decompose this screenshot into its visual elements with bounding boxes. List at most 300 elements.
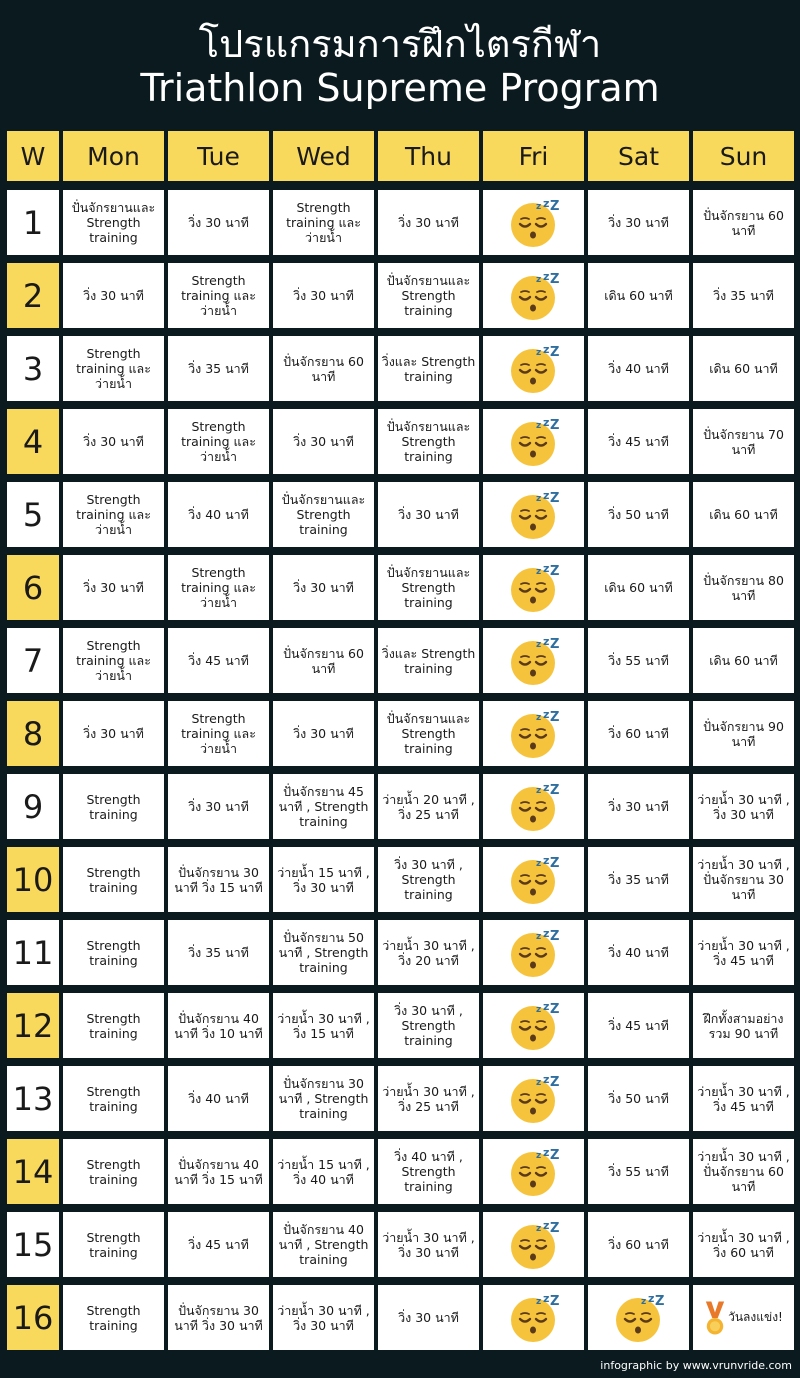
- activity-text: Strength training: [86, 937, 141, 968]
- svg-text:Z: Z: [549, 1147, 559, 1163]
- title-english: Triathlon Supreme Program: [140, 66, 660, 110]
- activity-text: วิ่ง 30 นาที: [608, 215, 669, 230]
- svg-text:z: z: [535, 201, 541, 212]
- week-number: 8: [7, 701, 59, 766]
- activity-text: วิ่ง 55 นาที: [608, 653, 669, 668]
- schedule-cell-sun: [693, 993, 794, 1058]
- activity-text: เดิน 60 นาที: [604, 580, 673, 595]
- svg-text:Z: Z: [549, 490, 559, 506]
- sleeping-face-icon: [509, 490, 559, 540]
- svg-text:z: z: [535, 931, 541, 942]
- schedule-cell-mon: [63, 263, 164, 328]
- svg-text:z: z: [535, 1150, 541, 1161]
- activity-text: วิ่ง 60 นาที: [608, 726, 669, 741]
- activity-text: วิ่ง 30 นาที: [293, 580, 354, 595]
- svg-text:z: z: [535, 1004, 541, 1015]
- schedule-cell-sat: [588, 1285, 689, 1350]
- sleeping-face-icon: [509, 1220, 559, 1270]
- sleeping-face-icon: [509, 1147, 559, 1197]
- schedule-cell-sat: [588, 701, 689, 766]
- activity-text: ปั่นจักรยาน 90 นาที: [703, 718, 784, 749]
- schedule-cell-thu: [378, 847, 479, 912]
- activity-text: วิ่ง 30 นาที: [83, 726, 144, 741]
- schedule-cell-mon: [63, 1066, 164, 1131]
- activity-text: วิ่ง 30 นาที: [293, 288, 354, 303]
- week-number: 13: [7, 1066, 59, 1131]
- schedule-cell-sun: [693, 409, 794, 474]
- activity-text: ปั่นจักรยานและ Strength training: [386, 419, 471, 464]
- schedule-cell-fri: [483, 263, 584, 328]
- svg-text:z: z: [535, 1077, 541, 1088]
- svg-text:Z: Z: [549, 271, 559, 287]
- activity-text: ว่ายน้ำ 20 นาที , วิ่ง 25 นาที: [382, 791, 475, 822]
- activity-text: วิ่ง 30 นาที: [293, 726, 354, 741]
- svg-text:z: z: [535, 347, 541, 358]
- activity-text: วิ่งและ Strength training: [381, 353, 476, 384]
- activity-text: วิ่ง 30 นาที: [188, 799, 249, 814]
- schedule-cell-fri: [483, 336, 584, 401]
- schedule-cell-tue: [168, 847, 269, 912]
- column-header-thu: Thu: [378, 131, 479, 181]
- svg-text:Z: Z: [549, 563, 559, 579]
- activity-text: Strength training: [86, 1010, 141, 1041]
- activity-text: ว่ายน้ำ 30 นาที , วิ่ง 45 นาที: [697, 937, 790, 968]
- week-number: 2: [7, 263, 59, 328]
- schedule-cell-mon: [63, 1139, 164, 1204]
- activity-text: วิ่ง 40 นาที: [608, 945, 669, 960]
- schedule-cell-fri: [483, 1066, 584, 1131]
- activity-text: วิ่ง 40 นาที: [188, 1091, 249, 1106]
- schedule-cell-fri: [483, 1212, 584, 1277]
- activity-text: Strength training และว่ายน้ำ: [76, 346, 151, 391]
- week-number: 15: [7, 1212, 59, 1277]
- schedule-table: [7, 131, 794, 1358]
- activity-text: ปั่นจักรยาน 60 นาที: [703, 207, 784, 238]
- activity-text: วิ่ง 30 นาที: [398, 507, 459, 522]
- schedule-cell-mon: [63, 190, 164, 255]
- schedule-cell-mon: [63, 920, 164, 985]
- svg-text:Z: Z: [654, 1293, 664, 1309]
- svg-text:z: z: [535, 1223, 541, 1234]
- schedule-cell-thu: [378, 774, 479, 839]
- activity-text: Strength training และว่ายน้ำ: [181, 273, 256, 318]
- activity-text: ปั่นจักรยาน 30 นาที วิ่ง 15 นาที: [174, 864, 263, 895]
- schedule-cell-sun: [693, 555, 794, 620]
- svg-text:z: z: [542, 854, 549, 867]
- svg-text:z: z: [535, 639, 541, 650]
- schedule-cell-sun: [693, 1212, 794, 1277]
- week-number: 3: [7, 336, 59, 401]
- schedule-cell-thu: [378, 1139, 479, 1204]
- activity-text: วิ่ง 30 นาที: [188, 215, 249, 230]
- schedule-cell-fri: [483, 190, 584, 255]
- activity-text: ปั่นจักรยานและ Strength training: [386, 565, 471, 610]
- sleeping-face-icon: [509, 198, 559, 248]
- svg-text:Z: Z: [549, 636, 559, 652]
- schedule-cell-wed: [273, 774, 374, 839]
- activity-text: Strength training และว่ายน้ำ: [286, 200, 361, 245]
- sleeping-face-icon: [509, 271, 559, 321]
- schedule-cell-thu: [378, 993, 479, 1058]
- schedule-cell-mon: [63, 336, 164, 401]
- svg-text:Z: Z: [549, 1220, 559, 1236]
- schedule-cell-tue: [168, 263, 269, 328]
- week-number: 12: [7, 993, 59, 1058]
- activity-text: วิ่ง 60 นาที: [608, 1237, 669, 1252]
- activity-text: วิ่ง 35 นาที: [713, 288, 774, 303]
- activity-text: เดิน 60 นาที: [709, 361, 778, 376]
- schedule-cell-wed: [273, 847, 374, 912]
- schedule-cell-mon: [63, 628, 164, 693]
- footer-credit: infographic by www.vrunvride.com: [600, 1359, 792, 1372]
- svg-text:z: z: [535, 420, 541, 431]
- schedule-cell-sun: [693, 190, 794, 255]
- sleeping-face-icon: [509, 417, 559, 467]
- schedule-cell-fri: [483, 409, 584, 474]
- page-title: [0, 22, 800, 110]
- schedule-cell-tue: [168, 336, 269, 401]
- sleeping-face-icon: [509, 344, 559, 394]
- schedule-cell-fri: [483, 774, 584, 839]
- schedule-cell-sat: [588, 1139, 689, 1204]
- schedule-cell-thu: [378, 1066, 479, 1131]
- schedule-cell-thu: [378, 628, 479, 693]
- activity-text: Strength training และว่ายน้ำ: [181, 419, 256, 464]
- schedule-cell-sun: [693, 482, 794, 547]
- svg-text:z: z: [542, 1146, 549, 1159]
- schedule-cell-wed: [273, 1066, 374, 1131]
- svg-text:z: z: [535, 493, 541, 504]
- activity-text: วิ่ง 50 นาที: [608, 1091, 669, 1106]
- schedule-cell-fri: [483, 701, 584, 766]
- svg-text:Z: Z: [549, 928, 559, 944]
- schedule-cell-wed: [273, 482, 374, 547]
- svg-text:z: z: [535, 858, 541, 869]
- activity-text: วิ่ง 50 นาที: [608, 507, 669, 522]
- week-number: 14: [7, 1139, 59, 1204]
- schedule-cell-sun: [693, 336, 794, 401]
- schedule-cell-sun: [693, 701, 794, 766]
- schedule-cell-tue: [168, 1066, 269, 1131]
- schedule-cell-tue: [168, 409, 269, 474]
- activity-text: ปั่นจักรยาน 50 นาที , Strength training: [278, 930, 369, 975]
- schedule-cell-mon: [63, 993, 164, 1058]
- activity-text: วิ่ง 45 นาที: [188, 653, 249, 668]
- schedule-cell-tue: [168, 555, 269, 620]
- svg-text:z: z: [542, 1000, 549, 1013]
- activity-text: Strength training: [86, 1229, 141, 1260]
- schedule-cell-sun: [693, 628, 794, 693]
- schedule-cell-tue: [168, 628, 269, 693]
- activity-text: ปั่นจักรยาน 60 นาที: [283, 645, 364, 676]
- schedule-cell-wed: [273, 993, 374, 1058]
- sleeping-face-icon: [509, 855, 559, 905]
- activity-text: ว่ายน้ำ 30 นาที , ปั่นจักรยาน 30 นาที: [697, 857, 790, 902]
- activity-text: ปั่นจักรยาน 70 นาที: [703, 426, 784, 457]
- svg-text:Z: Z: [549, 782, 559, 798]
- schedule-cell-sat: [588, 263, 689, 328]
- activity-text: Strength training: [86, 791, 141, 822]
- sleeping-face-icon: [509, 782, 559, 832]
- activity-text: วิ่ง 30 นาที: [83, 434, 144, 449]
- column-header-sat: Sat: [588, 131, 689, 181]
- schedule-cell-sat: [588, 628, 689, 693]
- activity-text: ว่ายน้ำ 30 นาที , วิ่ง 30 นาที: [697, 791, 790, 822]
- schedule-cell-tue: [168, 482, 269, 547]
- schedule-cell-thu: [378, 920, 479, 985]
- svg-text:z: z: [647, 1292, 654, 1305]
- activity-text: วิ่ง 55 นาที: [608, 1164, 669, 1179]
- activity-text: ปั่นจักรยานและ Strength training: [386, 711, 471, 756]
- schedule-cell-sat: [588, 555, 689, 620]
- schedule-cell-tue: [168, 774, 269, 839]
- week-number: 16: [7, 1285, 59, 1350]
- svg-text:z: z: [542, 489, 549, 502]
- column-header-mon: Mon: [63, 131, 164, 181]
- title-thai: โปรแกรมการฝึกไตรกีฬา: [198, 22, 602, 66]
- svg-text:z: z: [542, 1219, 549, 1232]
- week-number: 11: [7, 920, 59, 985]
- svg-text:Z: Z: [549, 344, 559, 360]
- activity-text: Strength training: [86, 1156, 141, 1187]
- sleeping-face-icon: [509, 563, 559, 613]
- activity-text: ว่ายน้ำ 30 นาที , วิ่ง 60 นาที: [697, 1229, 790, 1260]
- schedule-cell-wed: [273, 409, 374, 474]
- svg-text:z: z: [535, 1296, 541, 1307]
- activity-text: ว่ายน้ำ 15 นาที , วิ่ง 40 นาที: [277, 1156, 370, 1187]
- schedule-cell-tue: [168, 1285, 269, 1350]
- week-number: 5: [7, 482, 59, 547]
- schedule-cell-mon: [63, 482, 164, 547]
- schedule-cell-sun: [693, 920, 794, 985]
- schedule-cell-tue: [168, 701, 269, 766]
- column-header-wed: Wed: [273, 131, 374, 181]
- schedule-cell-wed: [273, 1285, 374, 1350]
- activity-text: วิ่ง 35 นาที: [188, 361, 249, 376]
- activity-text: Strength training และว่ายน้ำ: [76, 492, 151, 537]
- schedule-cell-thu: [378, 1212, 479, 1277]
- schedule-cell-tue: [168, 1139, 269, 1204]
- activity-text: ว่ายน้ำ 30 นาที , วิ่ง 45 นาที: [697, 1083, 790, 1114]
- schedule-cell-wed: [273, 628, 374, 693]
- sleeping-face-icon: [614, 1293, 664, 1343]
- schedule-cell-fri: [483, 1139, 584, 1204]
- svg-text:Z: Z: [549, 709, 559, 725]
- schedule-cell-sat: [588, 1212, 689, 1277]
- sleeping-face-icon: [509, 1001, 559, 1051]
- schedule-cell-wed: [273, 336, 374, 401]
- activity-text: วิ่ง 30 นาที: [398, 1310, 459, 1325]
- activity-text: ว่ายน้ำ 30 นาที , วิ่ง 25 นาที: [382, 1083, 475, 1114]
- schedule-cell-wed: [273, 1212, 374, 1277]
- activity-text: ปั่นจักรยาน 60 นาที: [283, 353, 364, 384]
- svg-text:z: z: [640, 1296, 646, 1307]
- svg-text:z: z: [542, 1292, 549, 1305]
- svg-text:z: z: [542, 708, 549, 721]
- schedule-cell-thu: [378, 263, 479, 328]
- svg-text:Z: Z: [549, 1293, 559, 1309]
- schedule-cell-sat: [588, 847, 689, 912]
- week-number: 1: [7, 190, 59, 255]
- svg-text:Z: Z: [549, 1074, 559, 1090]
- schedule-cell-thu: [378, 336, 479, 401]
- week-number: 7: [7, 628, 59, 693]
- activity-text: ปั่นจักรยานและ Strength training: [386, 273, 471, 318]
- activity-text: วิ่ง 35 นาที: [188, 945, 249, 960]
- schedule-cell-wed: [273, 190, 374, 255]
- race-day-label: [704, 1299, 783, 1337]
- schedule-cell-tue: [168, 993, 269, 1058]
- schedule-cell-mon: [63, 701, 164, 766]
- schedule-cell-fri: [483, 555, 584, 620]
- schedule-cell-sun: [693, 1066, 794, 1131]
- activity-text: ว่ายน้ำ 30 นาที , วิ่ง 20 นาที: [382, 937, 475, 968]
- sleeping-face-icon: [509, 1293, 559, 1343]
- svg-text:Z: Z: [549, 198, 559, 214]
- schedule-cell-sat: [588, 993, 689, 1058]
- svg-text:z: z: [542, 270, 549, 283]
- activity-text: เดิน 60 นาที: [604, 288, 673, 303]
- activity-text: วิ่ง 45 นาที: [608, 1018, 669, 1033]
- schedule-cell-mon: [63, 1285, 164, 1350]
- schedule-cell-mon: [63, 555, 164, 620]
- svg-text:z: z: [542, 197, 549, 210]
- schedule-cell-sat: [588, 409, 689, 474]
- activity-text: วิ่ง 30 นาที: [83, 580, 144, 595]
- column-header-week: W: [7, 131, 59, 181]
- schedule-cell-sat: [588, 1066, 689, 1131]
- svg-text:z: z: [542, 562, 549, 575]
- svg-text:z: z: [542, 1073, 549, 1086]
- activity-text: Strength training และว่ายน้ำ: [181, 711, 256, 756]
- schedule-cell-wed: [273, 1139, 374, 1204]
- week-number: 9: [7, 774, 59, 839]
- svg-text:z: z: [535, 274, 541, 285]
- activity-text: วิ่งและ Strength training: [381, 645, 476, 676]
- activity-text: วิ่ง 30 นาที , Strength training: [394, 857, 463, 902]
- schedule-cell-sat: [588, 920, 689, 985]
- medal-icon: [704, 1299, 726, 1337]
- schedule-cell-fri: [483, 993, 584, 1058]
- column-header-sun: Sun: [693, 131, 794, 181]
- svg-text:Z: Z: [549, 417, 559, 433]
- schedule-cell-sun: [693, 1285, 794, 1350]
- schedule-cell-thu: [378, 190, 479, 255]
- schedule-cell-fri: [483, 847, 584, 912]
- schedule-cell-sun: [693, 774, 794, 839]
- week-number: 6: [7, 555, 59, 620]
- svg-text:Z: Z: [549, 855, 559, 871]
- activity-text: ว่ายน้ำ 30 นาที , ปั่นจักรยาน 60 นาที: [697, 1149, 790, 1194]
- activity-text: ปั่นจักรยาน 40 นาที วิ่ง 10 นาที: [174, 1010, 263, 1041]
- activity-text: Strength training และว่ายน้ำ: [76, 638, 151, 683]
- sleeping-face-icon: [509, 928, 559, 978]
- activity-text: ปั่นจักรยาน 40 นาที , Strength training: [278, 1222, 369, 1267]
- activity-text: ฝึกทั้งสามอย่าง รวม 90 นาที: [703, 1010, 784, 1041]
- activity-text: วิ่ง 35 นาที: [608, 872, 669, 887]
- activity-text: ปั่นจักรยานและ Strength training: [71, 200, 156, 245]
- schedule-cell-wed: [273, 701, 374, 766]
- sleeping-face-icon: [509, 1074, 559, 1124]
- svg-text:z: z: [542, 416, 549, 429]
- activity-text: Strength training: [86, 864, 141, 895]
- schedule-cell-mon: [63, 1212, 164, 1277]
- schedule-cell-sat: [588, 774, 689, 839]
- activity-text: วิ่ง 40 นาที: [188, 507, 249, 522]
- activity-text: Strength training: [86, 1083, 141, 1114]
- schedule-cell-sat: [588, 482, 689, 547]
- schedule-cell-fri: [483, 1285, 584, 1350]
- schedule-cell-mon: [63, 847, 164, 912]
- schedule-cell-sat: [588, 336, 689, 401]
- svg-text:z: z: [535, 712, 541, 723]
- schedule-cell-sun: [693, 263, 794, 328]
- schedule-cell-thu: [378, 409, 479, 474]
- activity-text: Strength training: [86, 1302, 141, 1333]
- svg-text:z: z: [542, 343, 549, 356]
- schedule-cell-sat: [588, 190, 689, 255]
- sleeping-face-icon: [509, 709, 559, 759]
- week-number: 4: [7, 409, 59, 474]
- activity-text: วิ่ง 30 นาที: [83, 288, 144, 303]
- svg-text:z: z: [542, 635, 549, 648]
- svg-text:Z: Z: [549, 1001, 559, 1017]
- schedule-cell-fri: [483, 628, 584, 693]
- schedule-cell-sun: [693, 1139, 794, 1204]
- activity-text: ว่ายน้ำ 30 นาที , วิ่ง 30 นาที: [382, 1229, 475, 1260]
- activity-text: วิ่ง 45 นาที: [608, 434, 669, 449]
- schedule-cell-wed: [273, 920, 374, 985]
- schedule-cell-thu: [378, 1285, 479, 1350]
- activity-text: ปั่นจักรยาน 45 นาที , Strength training: [278, 784, 369, 829]
- race-day-text: วันลงแข่ง!: [728, 1310, 783, 1324]
- column-header-fri: Fri: [483, 131, 584, 181]
- schedule-cell-wed: [273, 555, 374, 620]
- activity-text: Strength training และว่ายน้ำ: [181, 565, 256, 610]
- activity-text: ปั่นจักรยาน 80 นาที: [703, 572, 784, 603]
- activity-text: ปั่นจักรยาน 30 นาที , Strength training: [278, 1076, 369, 1121]
- activity-text: ว่ายน้ำ 30 นาที , วิ่ง 30 นาที: [277, 1302, 370, 1333]
- activity-text: ว่ายน้ำ 30 นาที , วิ่ง 15 นาที: [277, 1010, 370, 1041]
- schedule-cell-tue: [168, 920, 269, 985]
- activity-text: ปั่นจักรยาน 30 นาที วิ่ง 30 นาที: [174, 1302, 263, 1333]
- schedule-cell-fri: [483, 920, 584, 985]
- activity-text: เดิน 60 นาที: [709, 653, 778, 668]
- activity-text: วิ่ง 45 นาที: [188, 1237, 249, 1252]
- activity-text: ว่ายน้ำ 15 นาที , วิ่ง 30 นาที: [277, 864, 370, 895]
- sleeping-face-icon: [509, 636, 559, 686]
- activity-text: วิ่ง 30 นาที: [398, 215, 459, 230]
- schedule-cell-thu: [378, 701, 479, 766]
- schedule-cell-thu: [378, 482, 479, 547]
- svg-text:z: z: [542, 927, 549, 940]
- schedule-cell-fri: [483, 482, 584, 547]
- activity-text: วิ่ง 30 นาที: [293, 434, 354, 449]
- svg-text:z: z: [535, 566, 541, 577]
- schedule-cell-thu: [378, 555, 479, 620]
- activity-text: วิ่ง 30 นาที: [608, 799, 669, 814]
- activity-text: วิ่ง 40 นาที: [608, 361, 669, 376]
- schedule-cell-sun: [693, 847, 794, 912]
- activity-text: ปั่นจักรยาน 40 นาที วิ่ง 15 นาที: [174, 1156, 263, 1187]
- schedule-cell-wed: [273, 263, 374, 328]
- schedule-cell-tue: [168, 1212, 269, 1277]
- schedule-cell-mon: [63, 774, 164, 839]
- schedule-cell-mon: [63, 409, 164, 474]
- activity-text: วิ่ง 40 นาที , Strength training: [394, 1149, 463, 1194]
- activity-text: วิ่ง 30 นาที , Strength training: [394, 1003, 463, 1048]
- week-number: 10: [7, 847, 59, 912]
